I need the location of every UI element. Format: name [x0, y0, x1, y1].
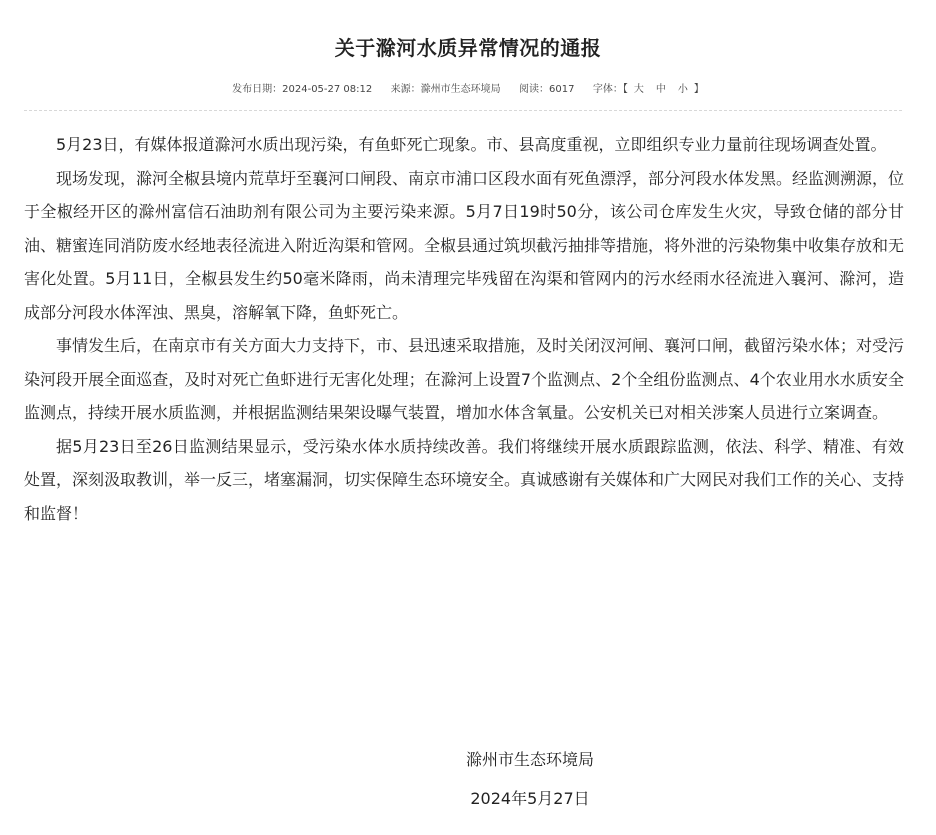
signature-date: 2024年5月27日 — [470, 789, 590, 808]
page-title: 关于滁河水质异常情况的通报 — [334, 36, 602, 60]
paragraph-2: 现场发现，滁河全椒县境内荒草圩至襄河口闸段、南京市浦口区段水面有死鱼漂浮，部分河段水体发黑。经监测溯源，位于全椒经开区的滁州富信石油助剂有限公司为主要污染来源。5月7日19时50分，该公司仓库发生火灾，导致仓储的部分甘油、糖蜜连同消防废水经地表径流进入附近沟渠和管网。全椒县通过筑坝截污抽排等措施，将外泄的污染物集中收集存放和无害化处置。5月11日，全椒县发生约50毫米降雨，尚未清理完毕残留在沟渠和管网内的污水经雨水径流进入襄河、滁河，造成部分河段水体浑浊、黑臭，溶解氧下降，鱼虾死亡。 — [24, 168, 905, 322]
source: 滁州市生态环境局 — [420, 84, 501, 95]
paragraph-1: 5月23日，有媒体报道滁河水质出现污染，有鱼虾死亡现象。市、县高度重视，立即组织专业力量前往现场调查处置。 — [56, 135, 887, 154]
bracket-close: 】 — [693, 84, 704, 95]
divider — [24, 110, 902, 111]
publish-date: 2024-05-27 08:12 — [282, 84, 373, 95]
paragraph-3: 事情发生后，在南京市有关方面大力支持下，市、县迅速采取措施，及时关闭汊河闸、襄河口闸，截留污染水体；对受污染河段开展全面巡查，及时对死亡鱼虾进行无害化处理；在滁河上设置7个监测点、2个全组份监测点、4个农业用水水质安全监测点，持续开展水质监测，并根据监测结果架设曝气装置，增加水体含氧量。公安机关已对相关涉案人员进行立案调查。 — [24, 336, 905, 422]
publish-date-label: 发布日期： — [232, 84, 283, 95]
bracket-open: 【 — [622, 84, 628, 95]
source-label: 来源： — [390, 84, 421, 95]
article-body — [24, 128, 904, 530]
views-label: 阅读： — [519, 84, 550, 95]
font-size-small-button[interactable]: 小 — [677, 84, 688, 95]
font-size-label: 字体： — [592, 84, 623, 95]
signature-org: 滁州市生态环境局 — [465, 750, 594, 769]
paragraph-4: 据5月23日至26日监测结果显示，受污染水体水质持续改善。我们将继续开展水质跟踪监测，依法、科学、精准、有效处置，深刻汲取教训，举一反三，堵塞漏洞，切实保障生态环境安全。真诚感谢有关媒体和广大网民对我们工作的关心、支持和监督！ — [24, 436, 905, 523]
article-meta — [0, 83, 936, 97]
font-size-medium-button[interactable]: 中 — [655, 84, 666, 95]
font-size-large-button[interactable]: 大 — [633, 84, 644, 95]
views-count: 6017 — [549, 84, 575, 95]
